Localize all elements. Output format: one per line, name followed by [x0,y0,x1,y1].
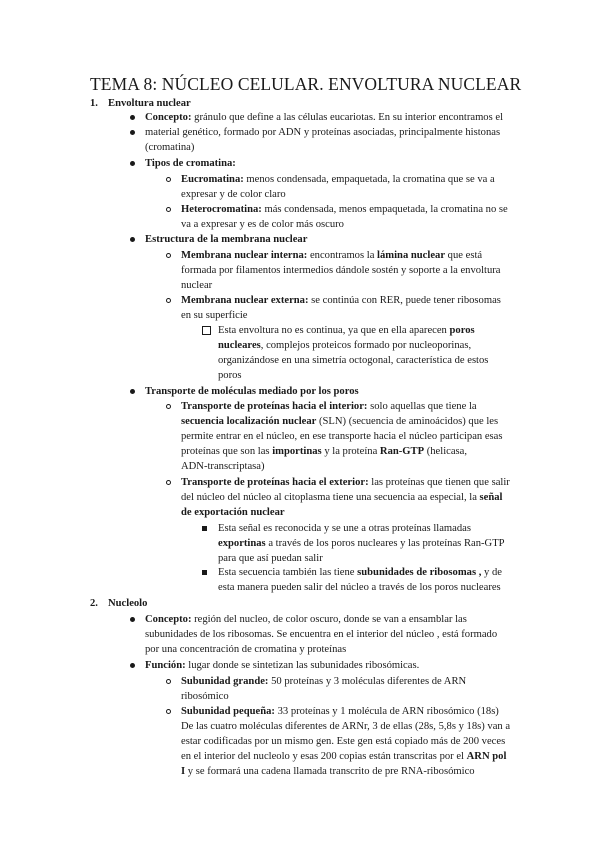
bullet-circle [166,177,171,182]
bullet-dot [130,115,135,120]
text-line: en su superficie [181,310,248,321]
tipos-cromatina-item: Tipos de cromatina: [145,158,236,169]
bullet-circle [166,253,171,258]
text-line: (cromatina) [145,142,195,153]
section-1-number: 1. [90,98,98,109]
text-line: del núcleo del núcleo al citoplasma tiene una secuencia aa especial, la señal [181,492,503,503]
bullet-circle [166,207,171,212]
text-line: nuclear [181,280,213,291]
text-line: va a expresar y es de color más oscuro [181,219,344,230]
secuencia-item: Esta secuencia también las tiene subunidades de ribosomas , y de [218,567,502,578]
bullet-circle [166,709,171,714]
bullet-dot [130,389,135,394]
text-line: ADN-transcriptasa) [181,461,265,472]
membrana-externa-item: Membrana nuclear externa: se continúa con RER, puede tener ribosomas [181,295,501,306]
text-line: exportinas a través de los poros nucleares y las proteínas Ran-GTP [218,538,505,549]
text-line: por una concentración de cromatina y proteínas [145,644,347,655]
text-line: organizándose en una simetría octogonal, característica de estos [218,355,489,366]
text-line: de exportación nuclear [181,507,285,518]
bullet-square-outline [202,326,211,335]
bullet-square [202,570,207,575]
text-line: poros [218,370,242,381]
bullet-dot [130,161,135,166]
bullet-circle [166,298,171,303]
text-line: formada por filamentos intermedios dándole sostén y soporte a la envoltura [181,265,501,276]
envoltura-item: Esta envoltura no es continua, ya que en ella aparecen poros [218,325,475,336]
nucleolo-concepto-item: Concepto: región del nucleo, de color oscuro, donde se van a ensamblar las [145,614,467,625]
transporte-interior-item: Transporte de proteínas hacia el interior: solo aquellas que tiene la [181,401,477,412]
bullet-dot [130,237,135,242]
heterocromatina-item: Heterocromatina: más condensada, menos empaquetada, la cromatina no se [181,204,508,215]
text-line: para que así puedan salir [218,553,323,564]
text-line: proteínas que son las importinas y la proteína Ran-GTP (helicasa, [181,446,468,457]
section-1-heading: Envoltura nuclear [108,98,191,109]
text-line: material genético, formado por ADN y proteínas asociadas, principalmente histonas [145,127,501,138]
text-line: subunidades de los ribosomas. Se encuentra en el interior del núcleo , está formado [145,629,498,640]
text-line: secuencia localización nuclear (SLN) (secuencia de aminoácidos) que les [181,416,499,427]
eucromatina-item: Eucromatina: menos condensada, empaquetada, la cromatina que se va a [181,174,495,185]
bullet-circle [166,480,171,485]
text-line: en el interior del nucleolo y esas 200 copias están transcritas por el ARN pol [181,751,507,762]
bullet-square [202,526,207,531]
bullet-dot [130,663,135,668]
text-line: expresar y de color claro [181,189,286,200]
concepto-item: Concepto: gránulo que define a las células eucariotas. En su interior encontramos el [145,112,504,123]
funcion-item: Función: lugar donde se sintetizan las subunidades ribosómicas. [145,660,420,671]
text-line: esta manera pueden salir del núcleo a través de los poros nucleares [218,582,501,593]
subunidad-pequena-item: Subunidad pequeña: 33 proteínas y 1 molécula de ARN ribosómico (18s) [181,706,499,717]
bullet-dot [130,617,135,622]
subunidad-grande-item: Subunidad grande: 50 proteínas y 3 moléculas diferentes de ARN [181,676,467,687]
page-title: TEMA 8: NÚCLEO CELULAR. ENVOLTURA NUCLEAR [90,74,522,94]
estructura-item: Estructura de la membrana nuclear [145,234,308,245]
section-2-number: 2. [90,598,98,609]
bullet-circle [166,404,171,409]
senal-item: Esta señal es reconocida y se une a otras proteínas llamadas [218,523,471,534]
section-2-heading: Nucleolo [108,598,148,609]
text-line: nucleares, complejos proteicos formado por nucleoporinas, [218,340,472,351]
transporte-exterior-item: Transporte de proteínas hacia el exterior: las proteínas que tienen que salir [181,477,510,488]
membrana-interna-item: Membrana nuclear interna: encontramos la lámina nuclear que está [181,250,483,261]
text-line: I y se formará una cadena llamada transcrito de pre RNA-ribosómico [181,766,475,777]
bullet-circle [166,679,171,684]
text-line: De las cuatro moléculas diferentes de ARNr, 3 de ellas (28s, 5,8s y 18s) van a [181,721,511,732]
transporte-item: Transporte de moléculas mediado por los poros [145,386,359,397]
text-line: ribosómico [181,691,229,702]
text-line: estar codificadas por un mismo gen. Este gen está copiado más de 200 veces [181,736,506,747]
bullet-dot [130,130,135,135]
text-line: permite entrar en el núcleo, en ese transporte hacia el núcleo participan esas [181,431,503,442]
